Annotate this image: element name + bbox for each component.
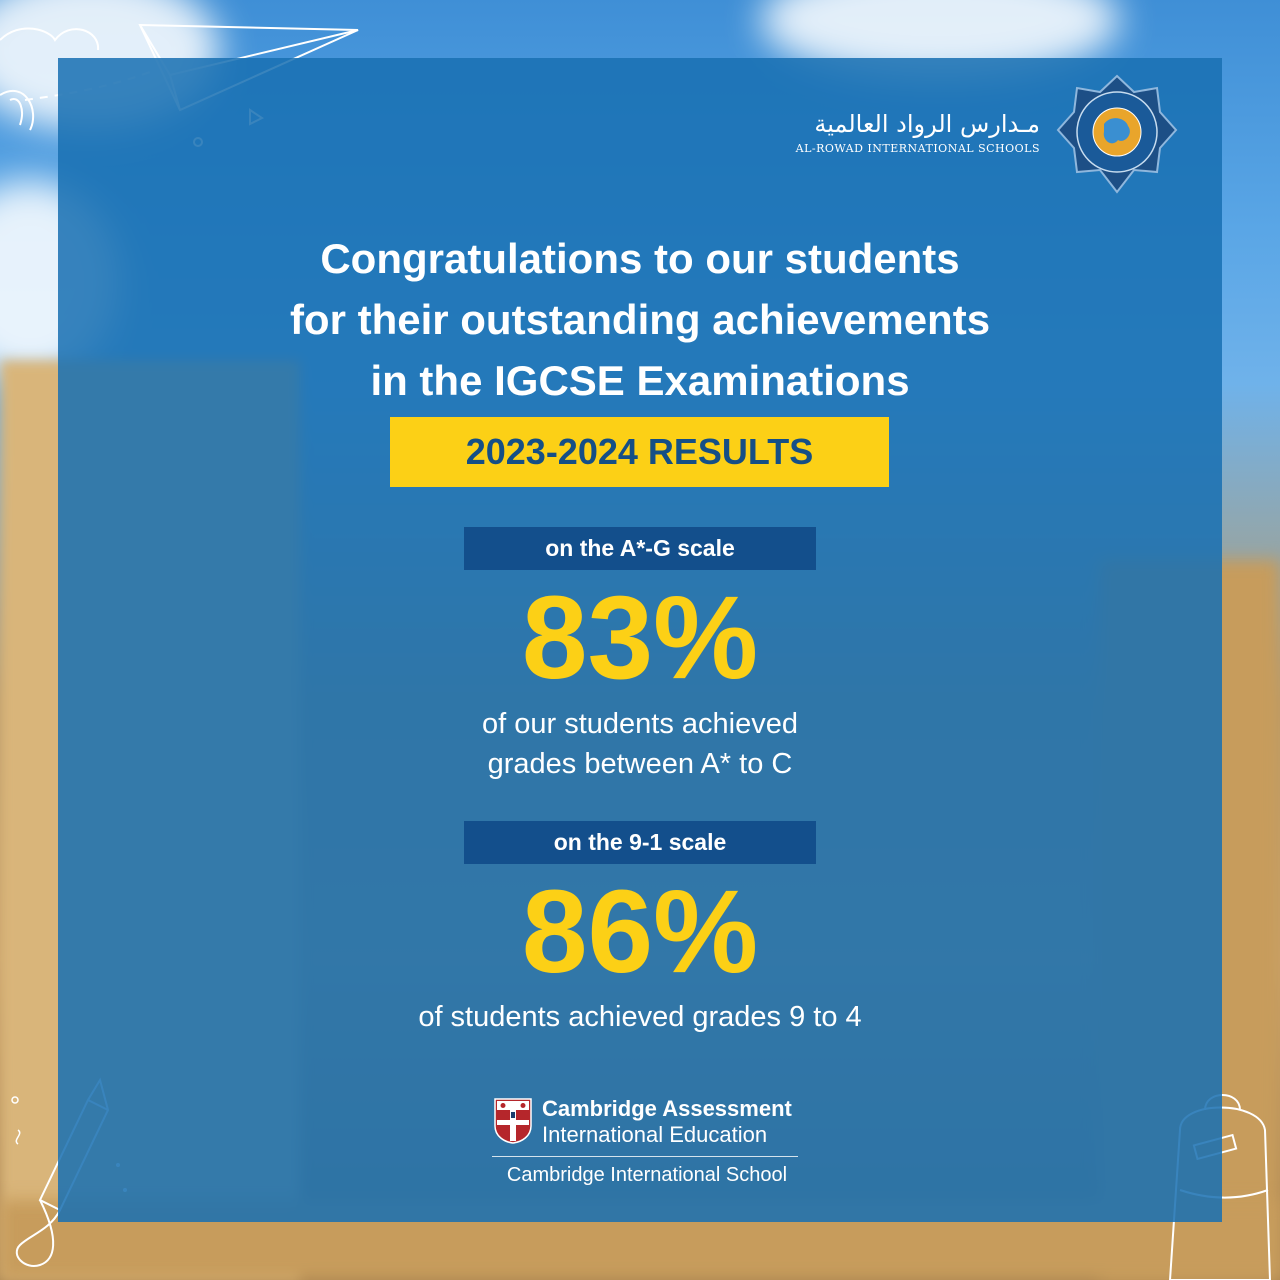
- headline-line: in the IGCSE Examinations: [370, 357, 910, 404]
- cambridge-logo: [492, 1096, 802, 1196]
- stat-description-line: grades between A* to C: [487, 748, 793, 780]
- stat-description: [0, 997, 1280, 1037]
- scale-label-9-1: on the 9-1 scale: [464, 821, 816, 864]
- stat-value-86: 86%: [521, 866, 759, 998]
- stat-value-83: 83%: [521, 572, 759, 704]
- globe-emblem-icon: [1056, 74, 1178, 196]
- cambridge-line2: International Education: [542, 1122, 768, 1147]
- scale-label-a-star-g: on the A*-G scale: [464, 527, 816, 570]
- results-banner: 2023-2024 RESULTS: [390, 417, 889, 487]
- headline-line: for their outstanding achievements: [289, 296, 991, 343]
- cambridge-line3: Cambridge International School: [506, 1164, 788, 1186]
- divider: [492, 1156, 798, 1157]
- cambridge-line1: Cambridge Assessment: [542, 1096, 792, 1121]
- stat-description-line: of students achieved grades 9 to 4: [418, 1001, 862, 1033]
- stat-description: [0, 704, 1280, 784]
- school-logo: [795, 72, 1200, 202]
- cambridge-crest-icon: [494, 1098, 532, 1144]
- logo-english-name: AL-ROWAD INTERNATIONAL SCHOOLS: [795, 142, 1040, 155]
- stat-description-line: of our students achieved: [482, 708, 798, 740]
- headline-line: Congratulations to our students: [320, 235, 960, 282]
- headline: [0, 228, 1280, 411]
- logo-arabic-name: مـدارس الرواد العالمية: [814, 110, 1040, 138]
